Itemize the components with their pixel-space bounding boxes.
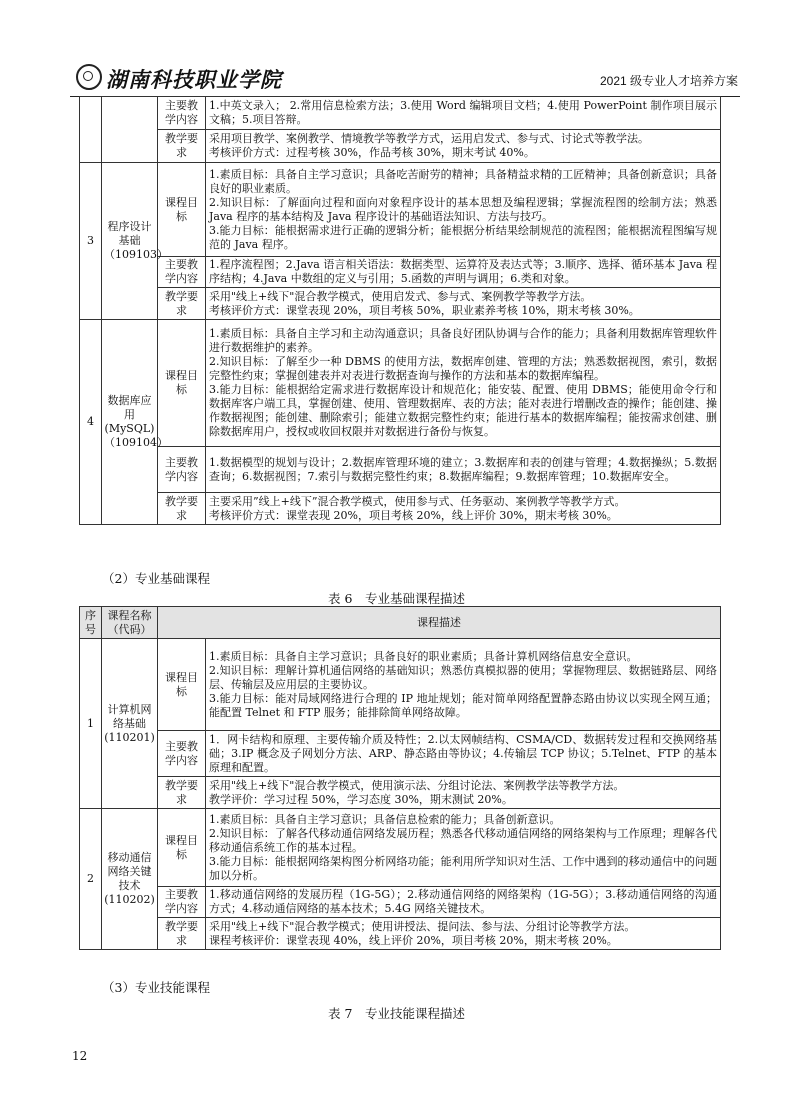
table-caption: 表 6 专业基础课程描述 [328,591,465,606]
attr-label: 主要教学内容 [158,447,206,493]
page-number: 12 [72,1049,88,1063]
table-row [80,97,721,130]
attr-desc: 采用项目教学、案例教学、情境教学等教学方式，运用启发式、参与式、讨论式等教学法。 考核评价方式：过程考核 30%，作品考核 30%，期末考试 40%。 [206,130,721,163]
course-name: 计算机网络基础(110201) [102,639,158,809]
header-desc: 课程描述 [158,607,721,639]
attr-label: 教学要求 [158,130,206,163]
table-row [80,447,721,493]
attr-label: 课程目标 [158,639,206,731]
page-header [70,62,740,97]
attr-desc: 1.素质目标：具备自主学习和主动沟通意识；具备良好团队协调与合作的能力；具备利用数据库管理软件进行数据维护的素养。 2.知识目标：了解至少一种 DBMS 的使用方法，数据库创建、管理的方法；熟悉数据视图，索引，数据完整性约束；掌握创建表并对表进行数据查询与操作的方法和基本的数据库编程。 3.能力目标：能根据给定需求进行数据库设计和规范化；能安装、配置、使用 DBMS；能使用命令行和数据库客户端工具，掌握创建、使用、管理数据库、表的方法；能对表进行增删改查的操作；能创建、操作数据视图；能创建、删除索引；能建立数据完整性约束；能进行基本的数据库编程；能按需求创建、删除数据库用户，授权或收回权限并对数据进行备份与恢复。 [206,320,721,447]
attr-desc: 主要采用”线上+线下”混合教学模式，使用参与式、任务驱动、案例教学等教学方式。 考核评价方式：课堂表现 20%，项目考核 20%，线上评价 30%，期末考核 30%。 [206,493,721,525]
attr-label: 课程目标 [158,320,206,447]
table-row [80,731,721,777]
course-name: 程序设计基础（109103） [102,163,158,320]
table-row [80,130,721,163]
attr-desc: 1.中英文录入； 2.常用信息检索方法；3.使用 Word 编辑项目文档；4.使用 PowerPoint 制作项目展示文稿；5.项目答辩。 [206,97,721,130]
attr-label: 主要教学内容 [158,257,206,288]
table-row [80,163,721,257]
attr-label: 课程目标 [158,809,206,887]
row-number: 3 [80,163,102,320]
table-caption: 表 7 专业技能课程描述 [328,1006,465,1021]
attr-desc: 1.数据模型的规划与设计；2.数据库管理环境的建立；3.数据库和表的创建与管理；4.数据操纵；5.数据查询；6.数据视图；7.索引与数据完整性约束；8.数据库编程；9.数据库管理；10.数据库安全。 [206,447,721,493]
table-row [80,320,721,447]
header-name: 课程名称（代码） [102,607,158,639]
attr-label: 主要教学内容 [158,731,206,777]
school-seal-icon [76,64,102,90]
course-name: 移动通信网络关键技术(110202) [102,809,158,950]
attr-desc: 1.移动通信网络的发展历程（1G-5G）；2.移动通信网络的网络架构（1G-5G）；3.移动通信网络的沟通方式；4.移动通信网络的基本技术；5.4G 网络关键技术。 [206,887,721,918]
attr-label: 教学要求 [158,777,206,809]
attr-label: 教学要求 [158,918,206,950]
course-table-continued [79,96,721,525]
course-name [102,97,158,163]
attr-label: 教学要求 [158,493,206,525]
table-row [80,288,721,320]
row-number: 1 [80,639,102,809]
attr-desc: 1.素质目标：具备自主学习意识；具备良好的职业素质；具备计算机网络信息安全意识。 2.知识目标：理解计算机通信网络的基础知识；熟悉仿真模拟器的使用；掌握物理层、数据链路层、网络层、传输层及应用层的主要协议。 3.能力目标：能对局域网络进行合理的 IP 地址规划；能对简单网络配置静态路由协议以实现全网互通；能配置 Telnet 和 FTP 服务；能排除简单网络故障。 [206,639,721,731]
school-logo [76,64,282,94]
attr-desc: 1．网卡结构和原理、主要传输介质及特性；2.以太网帧结构、CSMA/CD、数据转发过程和交换网络基础；3.IP 概念及子网划分方法、ARP、静态路由等协议；4.传输层 TCP 协议；5.Telnet、FTP 的基本原理和配置。 [206,731,721,777]
section-heading: （2）专业基础课程 [102,571,210,586]
table-row [80,639,721,731]
table-row [80,493,721,525]
attr-desc: 1.程序流程图；2.Java 语言相关语法：数据类型、运算符及表达式等；3.顺序、选择、循环基本 Java 程序结构；4.Java 中数组的定义与引用；5.函数的声明与调用；6.类和对象。 [206,257,721,288]
attr-label: 主要教学内容 [158,97,206,130]
section-heading: （3）专业技能课程 [102,980,210,995]
table-row [80,887,721,918]
row-number: 4 [80,320,102,525]
attr-desc: 采用"线上+线下"混合教学模式；使用讲授法、提问法、参与法、分组讨论等教学方法。 课程考核评价：课堂表现 40%，线上评价 20%，项目考核 20%，期末考核 20%。 [206,918,721,950]
document-title: 2021 级专业人才培养方案 [599,74,738,88]
attr-desc: 采用"线上+线下"混合教学模式，使用演示法、分组讨论法、案例教学法等教学方法。 教学评价：学习过程 50%，学习态度 30%，期末测试 20%。 [206,777,721,809]
table-header-row [80,607,721,639]
table-row [80,257,721,288]
attr-desc: 1.素质目标：具备自主学习意识；具备信息检索的能力；具备创新意识。 2.知识目标：了解各代移动通信网络发展历程；熟悉各代移动通信网络的网络架构与工作原理；理解各代移动通信系统工作的基本过程。 3.能力目标：能根据网络架构图分析网络功能；能利用所学知识对生活、工作中遇到的移动通信中的问题加以分析。 [206,809,721,887]
course-name: 数据库应用(MySQL)（109104） [102,320,158,525]
row-number [80,97,102,163]
table-row [80,777,721,809]
school-logo-text: 湖南科技职业学院 [106,67,282,92]
row-number: 2 [80,809,102,950]
attr-label: 课程目标 [158,163,206,257]
foundation-course-table [79,606,721,950]
attr-label: 教学要求 [158,288,206,320]
attr-desc: 采用"线上+线下"混合教学模式，使用启发式、参与式、案例教学等教学方法。 考核评价方式：课堂表现 20%，项目考核 50%，职业素养考核 10%，期末考核 30%。 [206,288,721,320]
header-num: 序号 [80,607,102,639]
attr-label: 主要教学内容 [158,887,206,918]
table-row [80,918,721,950]
table-row [80,809,721,887]
attr-desc: 1.素质目标：具备自主学习意识；具备吃苦耐劳的精神；具备精益求精的工匠精神；具备创新意识；具备良好的职业素质。 2.知识目标：了解面向过程和面向对象程序设计的基本思想及编程逻辑；掌握流程图的绘制方法；熟悉 Java 程序的基本结构及 Java 程序设计的基础语法知识、方法与技巧。 3.能力目标：能根据需求进行正确的逻辑分析；能根据分析结果绘制规范的流程图；能根据流程图编写规范的 Java 程序。 [206,163,721,257]
